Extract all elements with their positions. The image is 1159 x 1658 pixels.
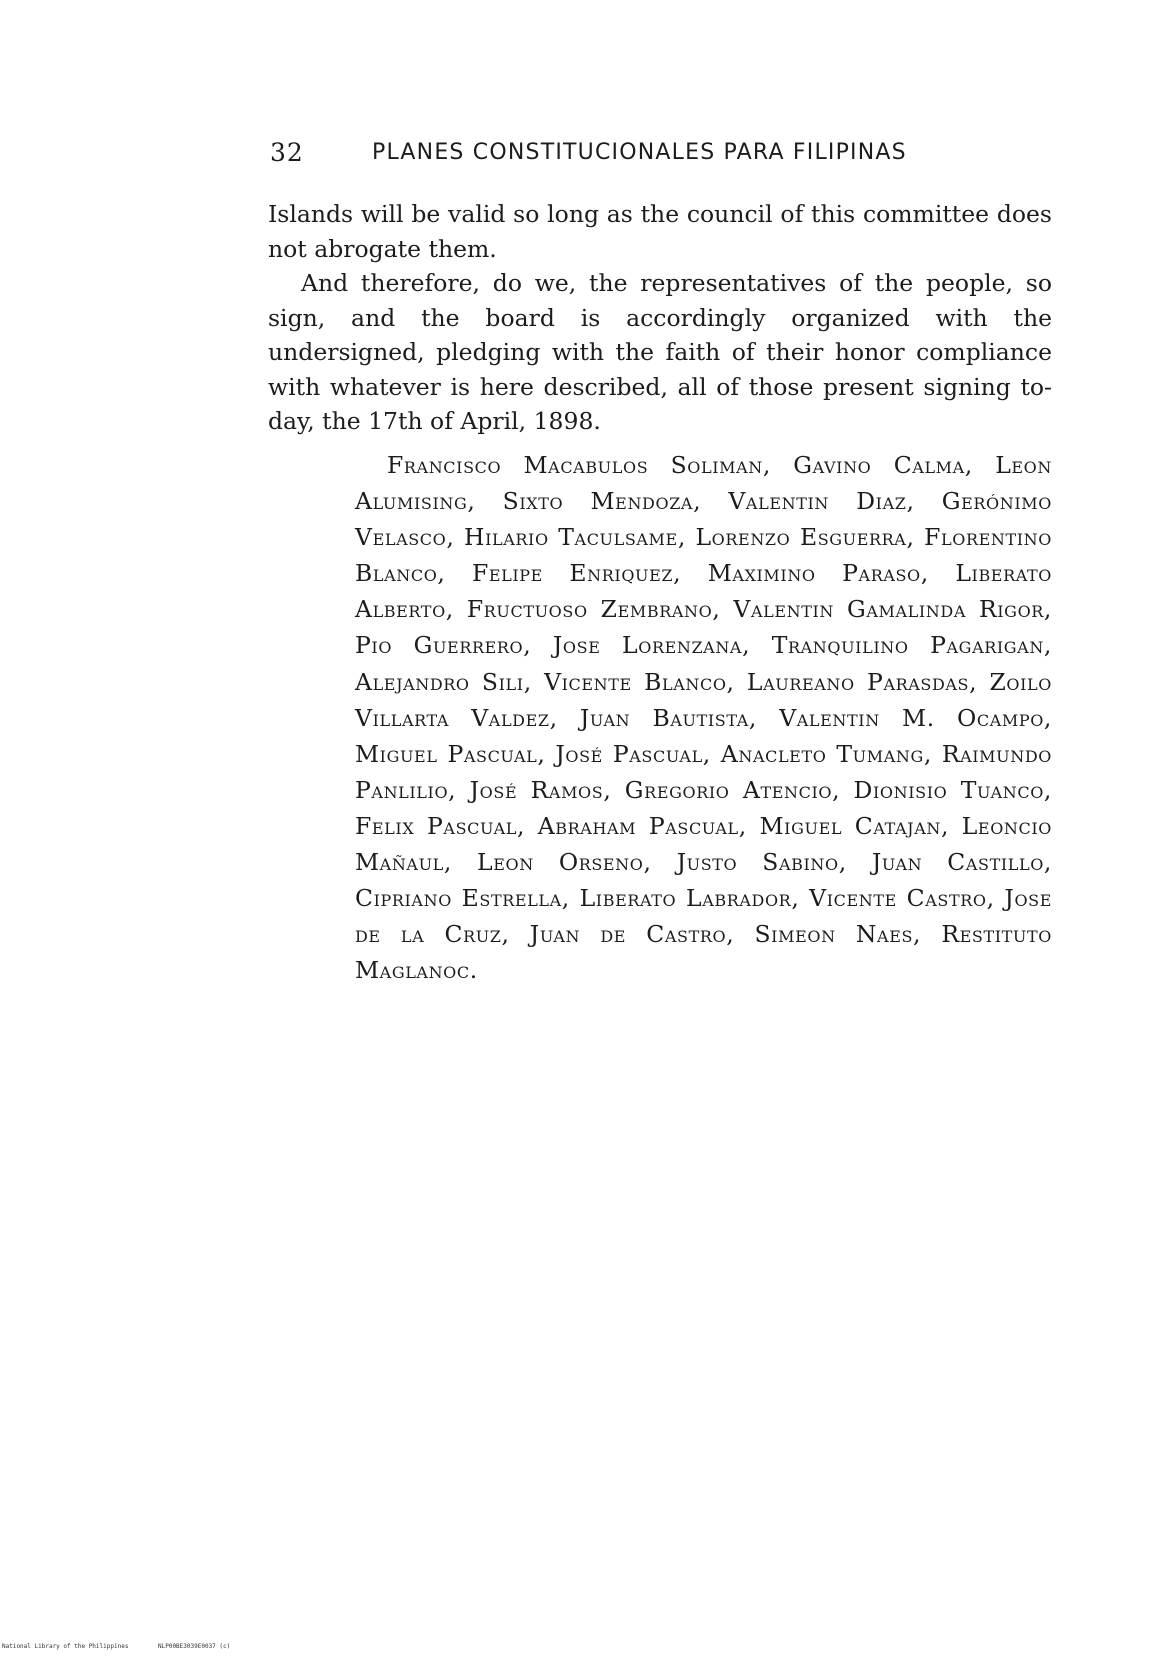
- paragraph-signing-statement: And therefore, do we, the representatives of the people, so sign, and the board is accordingly organized with the undersigned, pledging with the faith of their honor compliance with whatever is here described, all of those present signing to-day, the 17th of April, 1898.: [268, 269, 1052, 435]
- body-text: [268, 197, 1052, 439]
- running-title: PLANES CONSTITUCIONALES PARA FILIPINAS: [372, 140, 907, 165]
- footer-code: NLP00BE3039E0037 (c): [158, 1643, 231, 1650]
- page-number: 32: [270, 138, 304, 167]
- paragraph-continuation: Islands will be valid so long as the council of this committee does not abrogate them.: [268, 200, 1052, 263]
- footer-credit: National Library of the Philippines: [2, 1643, 129, 1650]
- signatories-list: Francisco Macabulos Soliman, Gavino Calma, Leon Alumising, Sixto Mendoza, Valentin Diaz, Gerónimo Velasco, Hilario Taculsame, Lorenzo Esguerra, Florentino Blanco, Felipe Enriquez, Maximino Paraso, Liberato Alberto, Fructuoso Zembrano, Valentin Gamalinda Rigor, Pio Guerrero, Jose Lorenzana, Tranquilino Pagarigan, Alejandro Sili, Vicente Blanco, Laureano Parasdas, Zoilo Villarta Valdez, Juan Bautista, Valentin M. Ocampo, Miguel Pascual, José Pascual, Anacleto Tumang, Raimundo Panlilio, José Ramos, Gregorio Atencio, Dionisio Tuanco, Felix Pascual, Abraham Pascual, Miguel Catajan, Leoncio Mañaul, Leon Orseno, Justo Sabino, Juan Castillo, Cipriano Estrella, Liberato Labrador, Vicente Castro, Jose de la Cruz, Juan de Castro, Simeon Naes, Restituto Maglanoc.: [355, 451, 1052, 985]
